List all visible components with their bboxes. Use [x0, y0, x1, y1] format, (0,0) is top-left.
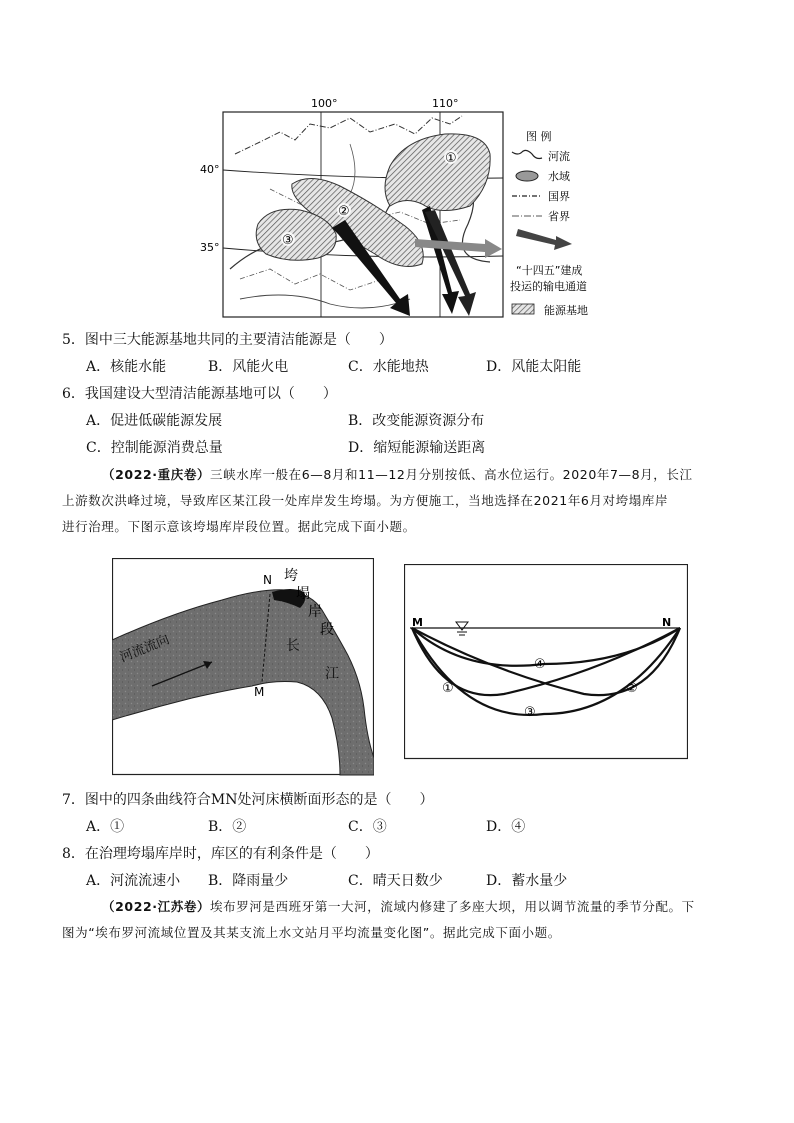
map-legend [510, 129, 588, 317]
q7-option-b[interactable]: B．② [208, 819, 247, 835]
q5-option-c[interactable]: C．水能地热 [348, 359, 429, 375]
q8-option-a[interactable]: A．河流流速小 [86, 873, 181, 889]
q7-option-d[interactable]: D．④ [486, 819, 526, 835]
energy-base-label-3: ③ [282, 233, 294, 248]
energy-base-label-1: ① [445, 151, 457, 166]
q6-option-a[interactable]: A．促进低碳能源发展 [86, 413, 223, 429]
curve-label-3: ③ [524, 705, 536, 720]
q7-option-c[interactable]: C．③ [348, 819, 387, 835]
river-char-chang: 长 [286, 638, 300, 654]
legend-national-border: 国界 [548, 190, 570, 203]
legend-river: 河流 [548, 150, 570, 163]
curve-label-1: ① [442, 681, 454, 696]
intro-chongqing-source: （2022·重庆卷） [102, 467, 211, 482]
legend-base: 能源基地 [544, 304, 588, 317]
legend-channel-icon [516, 229, 572, 250]
intro-chongqing-line1: 三峡水库一般在6—8月和11—12月分别按低、高水位运行。2020年7—8月，长江 [210, 467, 693, 482]
energy-base-map [200, 94, 610, 324]
q7-option-a[interactable]: A．① [86, 819, 125, 835]
flow-direction-label: 河流流向 [117, 632, 172, 666]
river-char-jiang: 江 [325, 666, 339, 682]
river-section-map [112, 558, 374, 776]
lat-label-40: 40° [200, 163, 220, 176]
intro-jiangsu-source: （2022·江苏卷） [102, 899, 211, 914]
legend-province-border: 省界 [548, 210, 570, 223]
q6-option-d[interactable]: D．缩短能源输送距离 [348, 440, 486, 456]
q7-stem: 7．图中的四条曲线符合MN处河床横断面形态的是（ ） [62, 792, 434, 808]
intro-chongqing-line3: 进行治理。下图示意该垮塌库岸段位置。据此完成下面小题。 [62, 519, 416, 534]
collapse-char-1: 垮 [284, 568, 298, 584]
curve-label-4: ④ [534, 657, 546, 672]
q8-option-d[interactable]: D．蓄水量少 [486, 873, 568, 889]
q8-option-b[interactable]: B．降雨量少 [208, 873, 289, 889]
intro-jiangsu [62, 894, 742, 946]
map2-n-label: N [263, 573, 272, 587]
q6-stem: 6．我国建设大型清洁能源基地可以（ ） [62, 386, 337, 402]
intro-jiangsu-line1: 埃布罗河是西班牙第一大河，流域内修建了多座大坝，用以调节流量的季节分配。下 [210, 899, 695, 914]
q5-option-b[interactable]: B．风能火电 [208, 359, 289, 375]
lon-label-110: 110° [432, 97, 459, 110]
collapse-char-4: 段 [320, 622, 334, 638]
q8-option-c[interactable]: C．晴天日数少 [348, 873, 443, 889]
curve-label-2: ② [626, 681, 638, 696]
legend-river-icon [512, 150, 542, 158]
lat-label-35: 35° [200, 241, 220, 254]
collapse-char-3: 岸 [308, 604, 322, 620]
q5-option-d[interactable]: D．风能太阳能 [486, 359, 582, 375]
intro-jiangsu-line2: 图为“埃布罗河流域位置及其某支流上水文站月平均流量变化图”。据此完成下面小题。 [62, 925, 561, 940]
riverbed-profile-diagram [404, 564, 688, 760]
intro-chongqing-line2: 上游数次洪峰过境，导致库区某江段一处库岸发生垮塌。为方便施工，当地选择在2021年6月对垮塌库岸 [62, 493, 669, 508]
map2-m-label: M [254, 685, 265, 699]
collapse-char-2: 塌 [296, 586, 310, 602]
legend-water: 水域 [548, 170, 570, 183]
lon-label-100: 100° [311, 97, 338, 110]
profile-n-label: N [662, 616, 672, 629]
legend-base-icon [512, 304, 534, 314]
q6-option-c[interactable]: C．控制能源消费总量 [86, 440, 223, 456]
q5-stem: 5．图中三大能源基地共同的主要清洁能源是（ ） [62, 332, 393, 348]
profile-m-label: M [412, 616, 423, 629]
legend-channel-line1: “十四五”建成 [516, 264, 583, 277]
q6-option-b[interactable]: B．改变能源资源分布 [348, 413, 485, 429]
energy-base-label-2: ② [338, 204, 350, 219]
q8-stem: 8．在治理垮塌库岸时，库区的有利条件是（ ） [62, 846, 379, 862]
legend-title: 图 例 [526, 130, 552, 143]
legend-channel-line2: 投运的输电通道 [510, 280, 587, 293]
q5-option-a[interactable]: A．核能水能 [86, 359, 167, 375]
intro-chongqing [62, 462, 742, 540]
legend-water-icon [516, 171, 538, 181]
